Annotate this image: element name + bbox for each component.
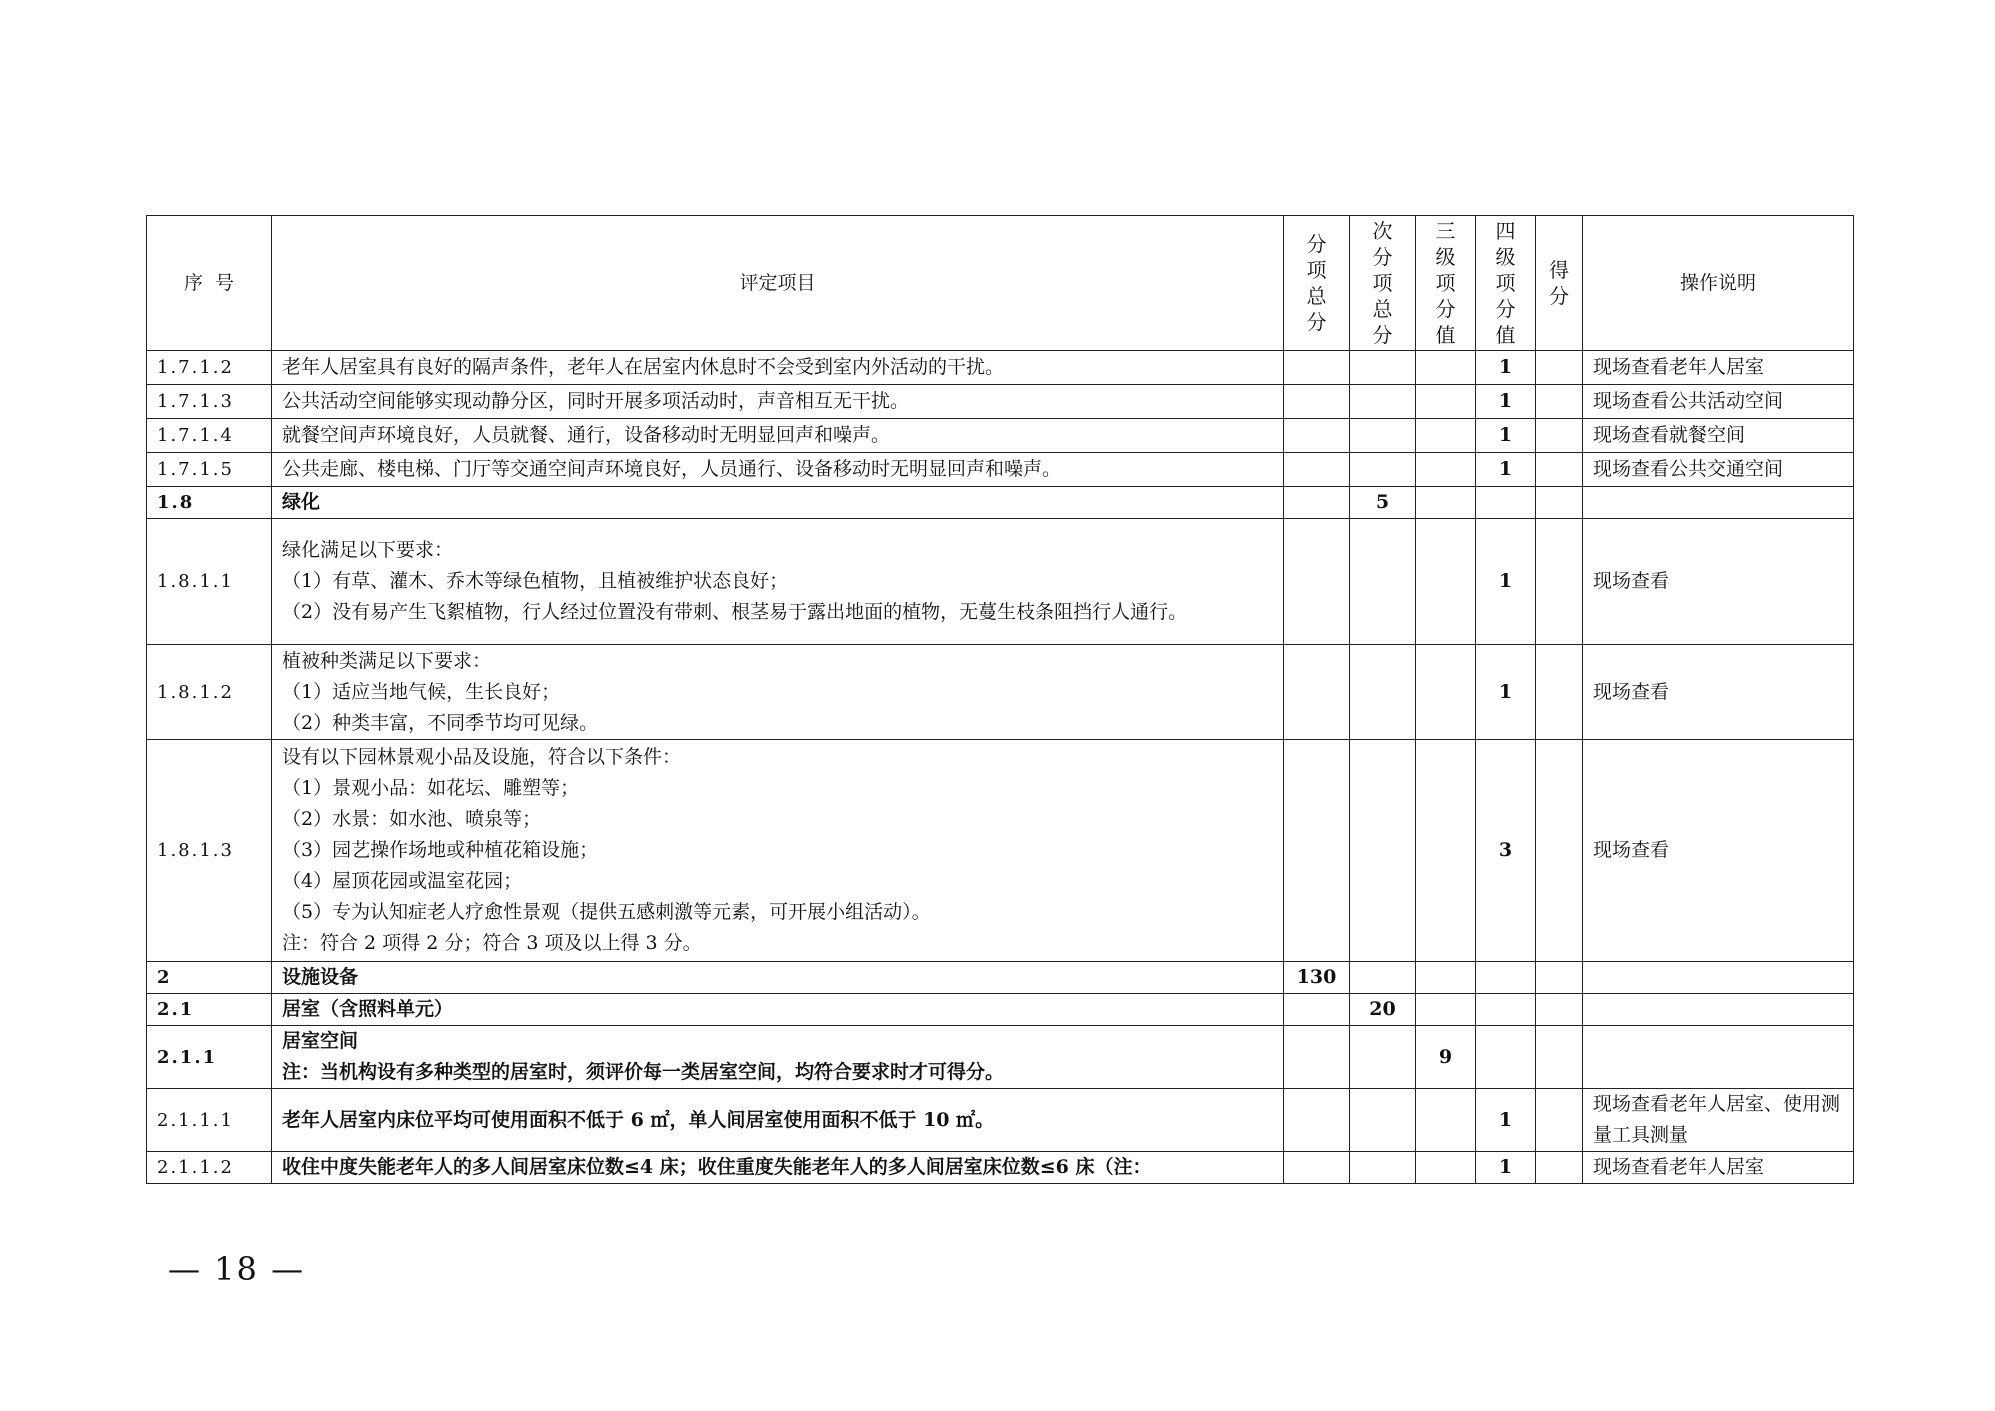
cell-level3 xyxy=(1416,645,1476,740)
cell-score xyxy=(1536,487,1583,519)
table-row xyxy=(147,645,1854,740)
cell-level3 xyxy=(1416,1152,1476,1184)
cell-score xyxy=(1536,453,1583,487)
cell-score xyxy=(1536,1152,1583,1184)
cell-total xyxy=(1284,740,1350,962)
cell-score xyxy=(1536,994,1583,1026)
cell-seq: 2.1 xyxy=(147,994,272,1026)
cell-level3 xyxy=(1416,1089,1476,1152)
cell-seq: 1.7.1.5 xyxy=(147,453,272,487)
cell-note xyxy=(1583,962,1854,994)
cell-level4 xyxy=(1476,962,1536,994)
cell-total xyxy=(1284,385,1350,419)
table-header-row xyxy=(147,216,1854,351)
cell-level4: 1 xyxy=(1476,645,1536,740)
cell-sub-total xyxy=(1350,385,1416,419)
cell-level4: 1 xyxy=(1476,385,1536,419)
table-row xyxy=(147,453,1854,487)
cell-note: 现场查看公共交通空间 xyxy=(1583,453,1854,487)
cell-item: 绿化满足以下要求： （1）有草、灌木、乔木等绿色植物，且植被维护状态良好； （2）没有易产生飞絮植物，行人经过位置没有带刺、根茎易于露出地面的植物，无蔓生枝条阻挡行人通行。 xyxy=(272,519,1284,645)
table-row xyxy=(147,962,1854,994)
cell-total xyxy=(1284,1152,1350,1184)
cell-total xyxy=(1284,1026,1350,1089)
cell-item: 居室空间 注：当机构设有多种类型的居室时，须评价每一类居室空间，均符合要求时才可得分。 xyxy=(272,1026,1284,1089)
cell-note xyxy=(1583,1026,1854,1089)
header-seq: 序 号 xyxy=(147,216,272,351)
cell-score xyxy=(1536,645,1583,740)
cell-sub-total: 5 xyxy=(1350,487,1416,519)
cell-score xyxy=(1536,419,1583,453)
table-row xyxy=(147,419,1854,453)
cell-total xyxy=(1284,519,1350,645)
cell-item: 公共走廊、楼电梯、门厅等交通空间声环境良好，人员通行、设备移动时无明显回声和噪声。 xyxy=(272,453,1284,487)
cell-item: 就餐空间声环境良好，人员就餐、通行，设备移动时无明显回声和噪声。 xyxy=(272,419,1284,453)
cell-note: 现场查看 xyxy=(1583,645,1854,740)
cell-sub-total xyxy=(1350,419,1416,453)
cell-note: 现场查看 xyxy=(1583,740,1854,962)
table-row xyxy=(147,351,1854,385)
cell-item: 居室（含照料单元） xyxy=(272,994,1284,1026)
cell-level4 xyxy=(1476,994,1536,1026)
header-total: 分项总分 xyxy=(1284,216,1350,351)
cell-score xyxy=(1536,385,1583,419)
header-level3: 三级项分值 xyxy=(1416,216,1476,351)
cell-item: 绿化 xyxy=(272,487,1284,519)
cell-total xyxy=(1284,419,1350,453)
header-sub-total: 次分项总分 xyxy=(1350,216,1416,351)
cell-level4: 1 xyxy=(1476,419,1536,453)
cell-level4 xyxy=(1476,1026,1536,1089)
cell-level3 xyxy=(1416,419,1476,453)
cell-seq: 1.8.1.1 xyxy=(147,519,272,645)
cell-note: 现场查看老年人居室 xyxy=(1583,1152,1854,1184)
page-number: — 18 — xyxy=(168,1250,306,1288)
cell-note: 现场查看就餐空间 xyxy=(1583,419,1854,453)
cell-level3 xyxy=(1416,519,1476,645)
cell-level4: 1 xyxy=(1476,519,1536,645)
cell-item: 老年人居室具有良好的隔声条件，老年人在居室内休息时不会受到室内外活动的干扰。 xyxy=(272,351,1284,385)
table-row xyxy=(147,1026,1854,1089)
cell-level4: 3 xyxy=(1476,740,1536,962)
cell-sub-total xyxy=(1350,453,1416,487)
cell-sub-total xyxy=(1350,1152,1416,1184)
cell-seq: 1.7.1.2 xyxy=(147,351,272,385)
cell-total: 130 xyxy=(1284,962,1350,994)
cell-seq: 2.1.1.2 xyxy=(147,1152,272,1184)
cell-sub-total xyxy=(1350,1026,1416,1089)
cell-total xyxy=(1284,453,1350,487)
cell-level3 xyxy=(1416,962,1476,994)
cell-sub-total xyxy=(1350,962,1416,994)
cell-seq: 2.1.1 xyxy=(147,1026,272,1089)
table-body xyxy=(147,351,1854,1184)
cell-level3 xyxy=(1416,994,1476,1026)
cell-sub-total xyxy=(1350,351,1416,385)
cell-total xyxy=(1284,1089,1350,1152)
cell-level4 xyxy=(1476,487,1536,519)
header-score: 得分 xyxy=(1536,216,1583,351)
cell-level3 xyxy=(1416,385,1476,419)
cell-seq: 1.8.1.2 xyxy=(147,645,272,740)
cell-score xyxy=(1536,1089,1583,1152)
cell-sub-total xyxy=(1350,740,1416,962)
table-row xyxy=(147,1089,1854,1152)
cell-note: 现场查看公共活动空间 xyxy=(1583,385,1854,419)
table-row xyxy=(147,994,1854,1026)
evaluation-table-wrapper xyxy=(146,215,1853,1184)
cell-item: 植被种类满足以下要求： （1）适应当地气候，生长良好； （2）种类丰富，不同季节均可见绿。 xyxy=(272,645,1284,740)
cell-total xyxy=(1284,994,1350,1026)
cell-seq: 1.8 xyxy=(147,487,272,519)
cell-total xyxy=(1284,487,1350,519)
cell-note xyxy=(1583,994,1854,1026)
table-row xyxy=(147,487,1854,519)
cell-sub-total: 20 xyxy=(1350,994,1416,1026)
cell-total xyxy=(1284,645,1350,740)
cell-level4: 1 xyxy=(1476,1152,1536,1184)
cell-level3 xyxy=(1416,453,1476,487)
header-item: 评定项目 xyxy=(272,216,1284,351)
cell-level4: 1 xyxy=(1476,1089,1536,1152)
cell-level4: 1 xyxy=(1476,351,1536,385)
cell-note: 现场查看老年人居室、使用测量工具测量 xyxy=(1583,1089,1854,1152)
cell-note: 现场查看老年人居室 xyxy=(1583,351,1854,385)
cell-seq: 2 xyxy=(147,962,272,994)
cell-seq: 1.7.1.4 xyxy=(147,419,272,453)
table-row xyxy=(147,740,1854,962)
cell-item: 公共活动空间能够实现动静分区，同时开展多项活动时，声音相互无干扰。 xyxy=(272,385,1284,419)
header-note: 操作说明 xyxy=(1583,216,1854,351)
cell-seq: 1.8.1.3 xyxy=(147,740,272,962)
cell-sub-total xyxy=(1350,519,1416,645)
cell-sub-total xyxy=(1350,1089,1416,1152)
cell-score xyxy=(1536,351,1583,385)
cell-score xyxy=(1536,740,1583,962)
cell-score xyxy=(1536,519,1583,645)
table-row xyxy=(147,519,1854,645)
cell-score xyxy=(1536,962,1583,994)
cell-level3: 9 xyxy=(1416,1026,1476,1089)
table-row xyxy=(147,385,1854,419)
cell-item: 设有以下园林景观小品及设施，符合以下条件： （1）景观小品：如花坛、雕塑等； （2）水景：如水池、喷泉等； （3）园艺操作场地或种植花箱设施； （4）屋顶花园或温室花园； （5）专为认知症老人疗愈性景观（提供五感刺激等元素，可开展小组活动）。 注：符合 2 项得 2 分；符合 3 项及以上得 3 分。 xyxy=(272,740,1284,962)
cell-item: 收住中度失能老年人的多人间居室床位数≤4 床；收住重度失能老年人的多人间居室床位数≤6 床（注： xyxy=(272,1152,1284,1184)
cell-seq: 2.1.1.1 xyxy=(147,1089,272,1152)
cell-level4: 1 xyxy=(1476,453,1536,487)
cell-note xyxy=(1583,487,1854,519)
cell-level3 xyxy=(1416,351,1476,385)
cell-seq: 1.7.1.3 xyxy=(147,385,272,419)
cell-item: 老年人居室内床位平均可使用面积不低于 6 ㎡，单人间居室使用面积不低于 10 ㎡。 xyxy=(272,1089,1284,1152)
header-level4: 四级项分值 xyxy=(1476,216,1536,351)
cell-total xyxy=(1284,351,1350,385)
cell-note: 现场查看 xyxy=(1583,519,1854,645)
cell-level3 xyxy=(1416,487,1476,519)
cell-score xyxy=(1536,1026,1583,1089)
cell-item: 设施设备 xyxy=(272,962,1284,994)
cell-level3 xyxy=(1416,740,1476,962)
table-row xyxy=(147,1152,1854,1184)
cell-sub-total xyxy=(1350,645,1416,740)
evaluation-table xyxy=(146,215,1854,1184)
